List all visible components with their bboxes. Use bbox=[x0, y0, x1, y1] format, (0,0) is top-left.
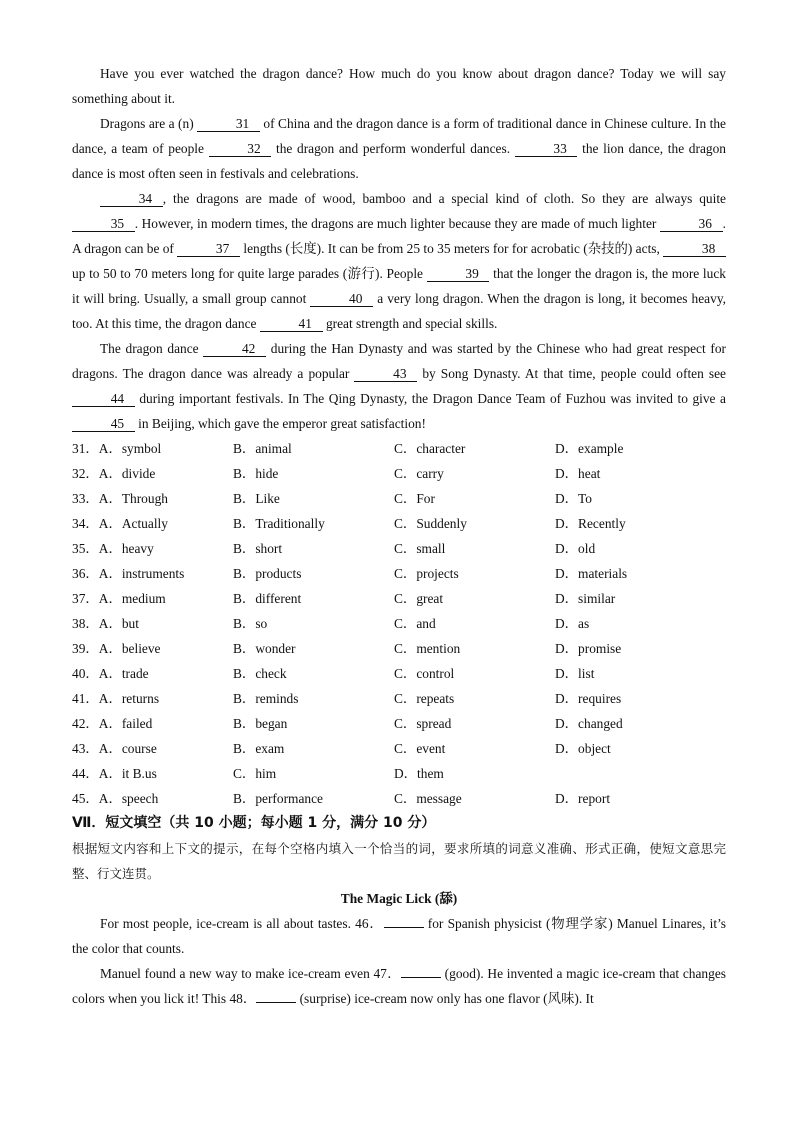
question-row bbox=[72, 736, 726, 761]
question-number-and-option-a[interactable]: 39．A．believe bbox=[72, 641, 161, 656]
question-number-and-option-a[interactable]: 42．A．failed bbox=[72, 716, 153, 731]
cloze-text: Manuel found a new way to make ice-cream even 47． bbox=[100, 966, 401, 981]
option-b[interactable]: B．Like bbox=[233, 491, 280, 506]
question-row bbox=[72, 536, 726, 561]
option-c[interactable]: C．carry bbox=[394, 466, 444, 481]
option-c[interactable]: C．small bbox=[394, 541, 446, 556]
blank-45[interactable]: 45 bbox=[72, 416, 135, 432]
passage-text: during the Han Dynasty and was started by the Chinese who had great respect for dragons. The dragon dance was already a popular bbox=[72, 341, 726, 381]
option-b[interactable]: B．check bbox=[233, 666, 287, 681]
blank-38[interactable]: 38 bbox=[663, 241, 726, 257]
option-c[interactable]: C．control bbox=[394, 666, 455, 681]
option-c[interactable]: C．Suddenly bbox=[394, 516, 467, 531]
option-b[interactable]: B．hide bbox=[233, 466, 279, 481]
question-row bbox=[72, 636, 726, 661]
option-d[interactable]: D．example bbox=[555, 441, 624, 456]
passage-text: the dragon and perform wonderful dances. bbox=[271, 141, 515, 156]
blank-43[interactable]: 43 bbox=[354, 366, 417, 382]
option-c[interactable]: C．and bbox=[394, 616, 436, 631]
option-c[interactable]: C．projects bbox=[394, 566, 459, 581]
option-d[interactable]: D．report bbox=[555, 791, 611, 806]
passage-text: a very long dragon. When the dragon is long, it becomes heavy, too. At this time, the dragon dance bbox=[72, 291, 726, 331]
passage-text: great strength and special skills. bbox=[322, 316, 498, 331]
blank-39[interactable]: 39 bbox=[427, 266, 490, 282]
blank-37[interactable]: 37 bbox=[177, 241, 240, 257]
section-instructions: 根据短文内容和上下文的提示，在每个空格内填入一个恰当的词，要求所填的词意义准确、形式正确，使短文意思完整、行文连贯。 bbox=[72, 841, 726, 881]
passage-paragraph-1: Have you ever watched the dragon dance? How much do you know about dragon dance? Today we will say something about it. bbox=[72, 66, 726, 106]
option-c[interactable]: C．character bbox=[394, 441, 466, 456]
fill-blank-48[interactable] bbox=[256, 990, 296, 1003]
passage-text: by Song Dynasty. At that time, people could often see bbox=[417, 366, 727, 381]
option-c[interactable]: C．mention bbox=[394, 641, 461, 656]
option-b[interactable]: B．short bbox=[233, 541, 283, 556]
question-number-and-option-a[interactable]: 32．A．divide bbox=[72, 466, 156, 481]
question-number-and-option-a[interactable]: 36．A．instruments bbox=[72, 566, 185, 581]
option-b[interactable]: B．reminds bbox=[233, 691, 299, 706]
option-d[interactable]: D．materials bbox=[555, 566, 628, 581]
question-row bbox=[72, 786, 726, 811]
question-row bbox=[72, 611, 726, 636]
passage-text: the lion dance, the dragon dance is most often seen in festivals and celebrations. bbox=[72, 141, 726, 181]
question-row bbox=[72, 436, 726, 461]
passage-paragraph-4 bbox=[72, 336, 726, 436]
question-row bbox=[72, 561, 726, 586]
passage-text: lengths (长度). It can be from 25 to 35 meters for for acrobatic (杂技的) acts, bbox=[240, 241, 664, 256]
passage-text: The dragon dance bbox=[100, 341, 204, 356]
option-c[interactable]: C．For bbox=[394, 491, 435, 506]
option-d[interactable]: D．Recently bbox=[555, 516, 626, 531]
blank-36[interactable]: 36 bbox=[660, 216, 723, 232]
question-number-and-option-a[interactable]: 34．A．Actually bbox=[72, 516, 168, 531]
option-d[interactable]: D．promise bbox=[555, 641, 622, 656]
blank-33[interactable]: 33 bbox=[515, 141, 578, 157]
question-row bbox=[72, 686, 726, 711]
passage-text: . However, in modern times, the dragons are much lighter because they are made of much lighter bbox=[134, 216, 660, 231]
option-b[interactable]: B．animal bbox=[233, 441, 292, 456]
fill-blank-47[interactable] bbox=[401, 965, 441, 978]
passage-text: . A dragon can be of bbox=[72, 216, 726, 256]
option-b[interactable]: B．began bbox=[233, 716, 288, 731]
blank-41[interactable]: 41 bbox=[260, 316, 323, 332]
option-b[interactable]: B．products bbox=[233, 566, 302, 581]
option-b[interactable]: B．performance bbox=[233, 791, 323, 806]
passage-text: during important festivals. In The Qing Dynasty, the Dragon Dance Team of Fuzhou was invited to give a bbox=[134, 391, 726, 406]
question-number-and-option-a[interactable]: 31．A．symbol bbox=[72, 441, 162, 456]
option-d[interactable]: D．as bbox=[555, 616, 590, 631]
blank-40[interactable]: 40 bbox=[310, 291, 373, 307]
option-b[interactable]: B．Traditionally bbox=[233, 516, 325, 531]
passage-title: The Magic Lick (舔) bbox=[340, 891, 458, 906]
blank-31[interactable]: 31 bbox=[197, 116, 260, 132]
blank-35[interactable]: 35 bbox=[72, 216, 135, 232]
option-d[interactable]: D．old bbox=[555, 541, 596, 556]
cloze-text: (good). He invented a magic ice-cream that changes colors when you lick it! This 48． bbox=[72, 966, 726, 1006]
passage-text: that the longer the dragon is, the more luck it will bring. Usually, a small group cannot bbox=[72, 266, 726, 306]
question-row bbox=[72, 511, 726, 536]
cloze-text: (surprise) ice-cream now only has one flavor (风味). It bbox=[296, 991, 594, 1006]
blank-34[interactable]: 34 bbox=[100, 191, 163, 207]
option-b[interactable]: B．different bbox=[233, 591, 302, 606]
question-row bbox=[72, 486, 726, 511]
question-number-and-option-a[interactable]: 41．A．returns bbox=[72, 691, 160, 706]
option-c[interactable]: C．great bbox=[394, 591, 444, 606]
question-row bbox=[72, 711, 726, 736]
blank-42[interactable]: 42 bbox=[203, 341, 266, 357]
option-b[interactable]: B．so bbox=[233, 616, 268, 631]
cloze-text: for Spanish physicist (物理学家) Manuel Linares, it’s the color that counts. bbox=[72, 916, 727, 956]
question-number-and-option-a[interactable]: 43．A．course bbox=[72, 741, 157, 756]
option-b[interactable]: B．wonder bbox=[233, 641, 296, 656]
option-c[interactable]: D．them bbox=[394, 766, 444, 781]
option-d[interactable]: D．similar bbox=[555, 591, 616, 606]
blank-32[interactable]: 32 bbox=[209, 141, 272, 157]
passage-paragraph-2 bbox=[72, 111, 726, 186]
options-list bbox=[72, 436, 726, 811]
passage-text: of China and the dragon dance is a form of traditional dance in Chinese culture. In the dance, a team of people bbox=[72, 116, 726, 156]
option-c[interactable]: C．message bbox=[394, 791, 462, 806]
option-b[interactable]: C．him bbox=[233, 766, 277, 781]
option-d[interactable]: D．requires bbox=[555, 691, 622, 706]
option-d[interactable]: D．heat bbox=[555, 466, 601, 481]
section-heading: Ⅶ．短文填空（共 10 小题；每小题 1 分，满分 10 分） bbox=[72, 815, 436, 831]
passage-text: in Beijing, which gave the emperor great satisfaction! bbox=[134, 416, 426, 431]
question-number-and-option-a[interactable]: 38．A．but bbox=[72, 616, 139, 631]
cloze-text: For most people, ice-cream is all about tastes. 46． bbox=[100, 916, 384, 931]
option-b[interactable]: B．exam bbox=[233, 741, 285, 756]
question-number-and-option-a[interactable]: 40．A．trade bbox=[72, 666, 149, 681]
cloze-paragraph-1 bbox=[72, 911, 726, 961]
blank-44[interactable]: 44 bbox=[72, 391, 135, 407]
question-number-and-option-a[interactable]: 37．A．medium bbox=[72, 591, 166, 606]
question-row bbox=[72, 661, 726, 686]
question-number-and-option-a[interactable]: 44．A．it B.us bbox=[72, 766, 157, 781]
exam-page bbox=[72, 61, 726, 1011]
option-c[interactable]: C．spread bbox=[394, 716, 452, 731]
option-c[interactable]: C．repeats bbox=[394, 691, 455, 706]
option-d[interactable]: D．To bbox=[555, 491, 593, 506]
passage-text: , the dragons are made of wood, bamboo and a special kind of cloth. So they are always quite bbox=[162, 191, 726, 206]
passage-text: up to 50 to 70 meters long for quite large parades (游行). People bbox=[72, 266, 427, 281]
cloze-paragraph-2 bbox=[72, 961, 726, 1011]
question-number-and-option-a[interactable]: 35．A．heavy bbox=[72, 541, 154, 556]
passage-text: Dragons are a (n) bbox=[100, 116, 198, 131]
option-d[interactable]: D．changed bbox=[555, 716, 623, 731]
option-d[interactable]: D．object bbox=[555, 741, 611, 756]
question-row bbox=[72, 761, 726, 786]
question-row bbox=[72, 461, 726, 486]
fill-blank-46[interactable] bbox=[384, 915, 424, 928]
passage-paragraph-3 bbox=[72, 186, 726, 336]
option-c[interactable]: C．event bbox=[394, 741, 446, 756]
option-d[interactable]: D．list bbox=[555, 666, 595, 681]
question-row bbox=[72, 586, 726, 611]
question-number-and-option-a[interactable]: 33．A．Through bbox=[72, 491, 168, 506]
question-number-and-option-a[interactable]: 45．A．speech bbox=[72, 791, 159, 806]
